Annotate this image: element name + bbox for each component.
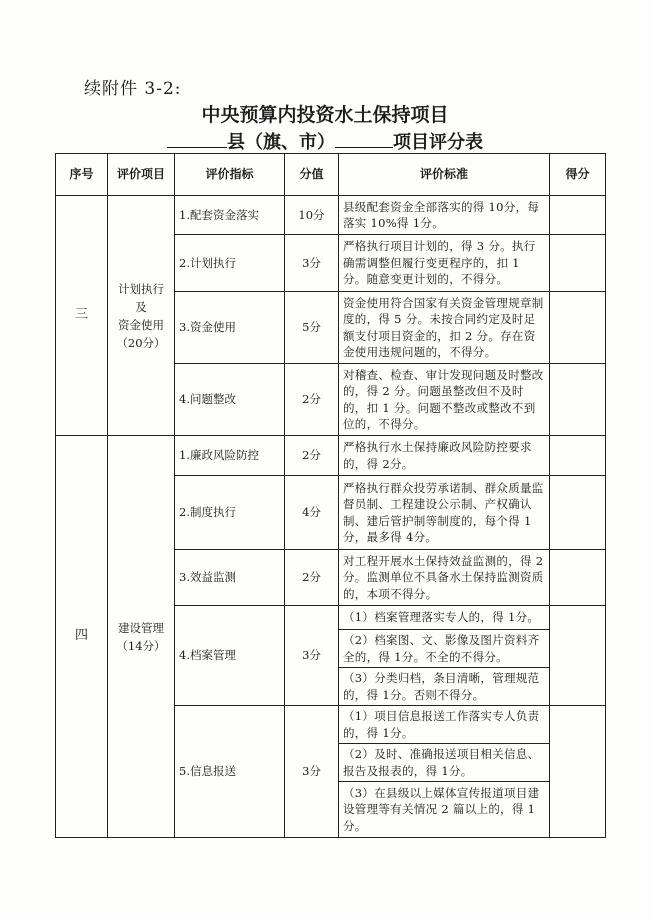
document-title: 中央预算内投资水土保持项目: [201, 104, 449, 126]
result-cell[interactable]: [550, 550, 606, 606]
section-item-line: 资金使用: [118, 317, 164, 332]
section-seq-3: 三: [56, 196, 108, 436]
header-item: 评价项目: [108, 154, 175, 196]
indicator-cell: 4.档案管理: [175, 606, 285, 706]
standard-cell: 县级配套资金全部落实的得 10分，每落实 10%得 1分。: [339, 196, 550, 235]
result-cell[interactable]: [550, 606, 606, 706]
section-item-4: [108, 436, 175, 838]
indicator-cell: 5.信息报送: [175, 706, 285, 838]
attachment-label: 续附件 3-2:: [84, 79, 182, 99]
standard-cell: 严格执行水土保持廉政风险防控要求的，得 2分。: [339, 436, 550, 476]
score-cell: 3分: [285, 706, 339, 838]
result-cell[interactable]: [550, 292, 606, 364]
result-cell[interactable]: [550, 436, 606, 476]
header-score: 分值: [285, 154, 339, 196]
header-standard: 评价标准: [339, 154, 550, 196]
score-cell: 2分: [285, 436, 339, 476]
section-item-line: （20分）: [116, 335, 166, 350]
indicator-cell: 3.资金使用: [175, 292, 285, 364]
header-indicator: 评价指标: [175, 154, 285, 196]
standard-cell: 对工程开展水土保持效益监测的，得 2 分。监测单位不具备水土保持监测资质的，本项不得分。: [339, 550, 550, 606]
project-name-blank[interactable]: [335, 131, 393, 148]
county-name-blank[interactable]: [167, 131, 227, 148]
table-header-row: [56, 154, 606, 196]
standard-cell: （1）项目信息报送工作落实专人负责的，得 1分。: [339, 706, 550, 744]
section-item-line: （14分）: [116, 638, 166, 653]
standard-cell: 对稽查、检查、审计发现问题及时整改的，得 2 分。问题虽整改但不及时的，扣 1 分。问题不整改或整改不到位的，不得分。: [339, 364, 550, 436]
header-result: 得分: [550, 154, 606, 196]
subtitle-county-label: 县（旗、市）: [227, 132, 335, 153]
section-item-3: [108, 196, 175, 436]
header-seq: 序号: [56, 154, 108, 196]
score-cell: 3分: [285, 606, 339, 706]
indicator-cell: 2.计划执行: [175, 235, 285, 292]
score-cell: 2分: [285, 364, 339, 436]
standard-cell: 资金使用符合国家有关资金管理规章制度的，得 5 分。未按合同约定及时足额支付项目资金的，扣 2 分。存在资金使用违规问题的，不得分。: [339, 292, 550, 364]
indicator-cell: 2.制度执行: [175, 476, 285, 550]
section-item-line: 及: [135, 299, 147, 314]
section-seq-4: 四: [56, 436, 108, 838]
section-item-line: 建设管理: [118, 620, 164, 635]
score-cell: 2分: [285, 550, 339, 606]
standard-cell: 严格执行项目计划的，得 3 分。执行确需调整但履行变更程序的，扣 1 分。随意变更计划的，不得分。: [339, 235, 550, 292]
standard-cell: （3）分类归档，条目清晰，管理规范的，得 1分。否则不得分。: [339, 668, 550, 706]
result-cell[interactable]: [550, 235, 606, 292]
score-cell: 4分: [285, 476, 339, 550]
result-cell[interactable]: [550, 476, 606, 550]
section-item-line: 计划执行: [118, 281, 164, 296]
document-subtitle: [0, 128, 650, 154]
score-cell: 3分: [285, 235, 339, 292]
score-table: [55, 153, 606, 838]
result-cell[interactable]: [550, 364, 606, 436]
table-row: [56, 436, 606, 476]
standard-cell: 严格执行群众投劳承诺制、群众质量监督员制、工程建设公示制、产权确认制、建后管护制等制度的，每个得 1分，最多得 4分。: [339, 476, 550, 550]
standard-cell: （1）档案管理落实专人的，得 1分。: [339, 606, 550, 630]
subtitle-table-label: 项目评分表: [393, 132, 483, 153]
indicator-cell: 4.问题整改: [175, 364, 285, 436]
indicator-cell: 3.效益监测: [175, 550, 285, 606]
indicator-cell: 1.配套资金落实: [175, 196, 285, 235]
indicator-cell: 1.廉政风险防控: [175, 436, 285, 476]
score-cell: 5分: [285, 292, 339, 364]
standard-cell: （2）及时、准确报送项目相关信息、报告及报表的，得 1分。: [339, 744, 550, 782]
score-cell: 10分: [285, 196, 339, 235]
standard-cell: （2）档案图、文、影像及图片资料齐全的，得 1分。不全的不得分。: [339, 630, 550, 668]
result-cell[interactable]: [550, 196, 606, 235]
table-row: [56, 196, 606, 235]
standard-cell: （3）在县级以上媒体宣传报道项目建设管理等有关情况 2 篇以上的，得 1分。: [339, 782, 550, 838]
result-cell[interactable]: [550, 706, 606, 838]
